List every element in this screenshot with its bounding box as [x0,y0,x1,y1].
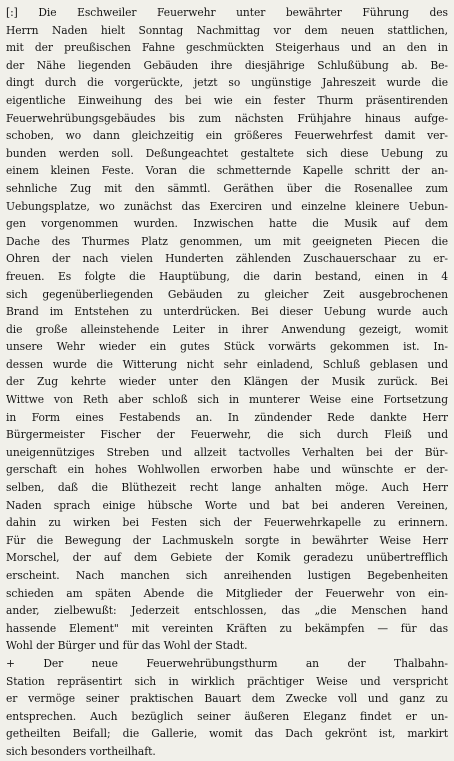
text-line: einem kleinen Feste. Voran die schmetternde Kapelle schritt der an- [6,164,448,178]
text-line: Bürgermeister Fischer der Feuerwehr, die sich durch Fleiß und [6,428,448,442]
text-line: Wohl der Bürger und für das Wohl der Stadt. [6,639,248,653]
text-line: selben, daß die Blüthezeit recht lange anhalten möge. Auch Herr [6,481,448,495]
text-line: uneigennütziges Streben und allzeit tactvolles Verhalten bei der Bür- [6,445,448,459]
text-line: Wittwe von Reth aber schloß sich in munterer Weise eine Fortsetzung [6,393,448,407]
text-line: [:] Die Eschweiler Feuerwehr unter bewährter Führung des [6,6,448,19]
text-line: der Nähe liegenden Gebäuden ihre diesjährige Schlußübung ab. Be- [6,58,448,72]
text-line: er vermöge seiner praktischen Bauart dem Zwecke voll und ganz zu [6,692,448,706]
text-line: ander, zielbewußt: Jederzeit entschlossen, das „die Menschen hand [6,604,448,618]
text-line: entsprechen. Auch bezüglich seiner äußeren Eleganz findet er un- [6,709,448,723]
text-line: Uebungsplatze, wo zunächst das Exerciren und einzelne kleinere Uebun- [6,199,448,213]
text-line: die große alleinstehende Leiter in ihrer Anwendung gezeigt, womit [6,322,448,336]
text-line: erscheint. Nach manchen sich anreihenden lustigen Begebenheiten [6,569,448,582]
article-body [6,4,448,761]
text-line: Station repräsentirt sich in wirklich prächtiger Weise und verspricht [6,674,448,688]
text-line: unsere Wehr wieder ein gutes Stück vorwärts gekommen ist. In- [6,340,448,354]
text-line: getheilten Beifall; die Gallerie, womit das Dach gekrönt ist, markirt [6,727,448,741]
text-line: Naden sprach einige hübsche Worte und bat bei anderen Vereinen, [6,498,448,512]
text-line: sich gegenüberliegenden Gebäuden zu gleicher Zeit ausgebrochenen [6,287,448,301]
text-line: Brand im Entstehen zu unterdrücken. Bei dieser Uebung wurde auch [6,305,448,319]
text-line: Morschel, der auf dem Gebiete der Komik geradezu unübertrefflich [6,551,448,565]
text-line: Feuerwehrübungsgebäudes bis zum nächsten Frühjahre hinaus aufge- [6,111,448,125]
text-line: Dache des Thurmes Platz genommen, um mit geeigneten Piecen die [6,234,448,248]
text-line: Für die Bewegung der Lachmuskeln sorgte in bewährter Weise Herr [6,533,448,547]
text-line: eigentliche Einweihung des bei wie ein fester Thurm präsentirenden [6,93,448,107]
text-line: mit der preußischen Fahne geschmückten Steigerhaus und an den in [6,41,448,55]
text-line: sehnliche Zug mit den sämmtl. Geräthen über die Rosenallee zum [6,181,448,195]
text-line: gerschaft ein hohes Wohlwollen erworben habe und wünschte er der- [6,463,448,477]
text-line: in Form eines Festabends an. In zündender Rede dankte Herr [6,410,448,424]
text-line: dessen wurde die Witterung nicht sehr einladend, Schluß geblasen und [6,357,448,371]
paragraph-feuerwehr-uebung [6,4,448,655]
paragraph-uebungsthurm [6,655,448,761]
text-line: + Der neue Feuerwehrübungsthurm an der Thalbahn- [6,656,448,670]
text-line: der Zug kehrte wieder unter den Klängen der Musik zurück. Bei [6,375,448,389]
text-line: schoben, wo dann gleichzeitig ein größeres Feuerwehrfest damit ver- [6,129,448,143]
text-line: dahin zu wirken bei Festen sich der Feuerwehrkapelle zu erinnern. [6,516,448,530]
text-line: Herrn Naden hielt Sonntag Nachmittag vor dem neuen stattlichen, [6,23,448,37]
text-line: Ohren der nach vielen Hunderten zählenden Zuschauerschaar zu er- [6,252,448,266]
text-line: freuen. Es folgte die Hauptübung, die darin bestand, einen in 4 [6,269,448,283]
text-line: gen vorgenommen wurden. Inzwischen hatte die Musik auf dem [6,217,448,231]
text-line: schieden am späten Abende die Mitglieder der Feuerwehr von ein- [6,586,448,600]
text-line: hassende Element" mit vereinten Kräften zu bekämpfen — für das [6,621,448,635]
text-line: sich besonders vortheilhaft. [6,744,156,758]
text-line: dingt durch die vorgerückte, jetzt so ungünstige Jahreszeit wurde die [6,76,448,90]
text-line: bunden werden soll. Deßungeachtet gestaltete sich diese Uebung zu [6,146,448,160]
